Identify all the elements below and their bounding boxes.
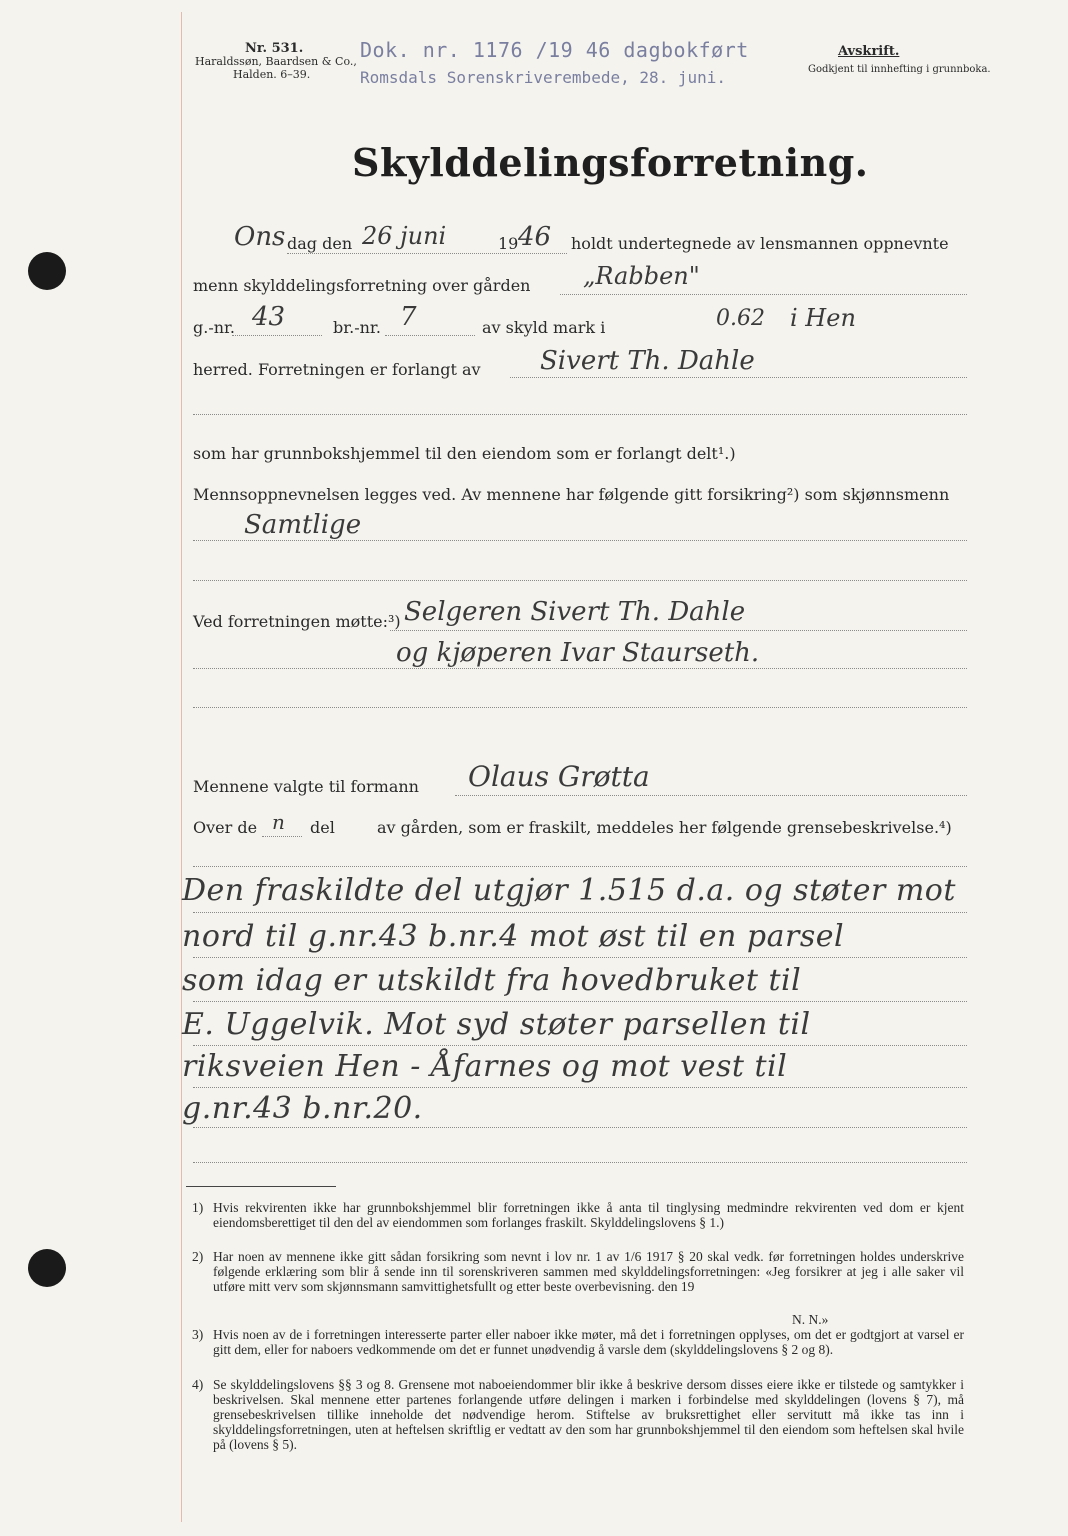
gnr-dotted [232,335,322,336]
footnote-text: Hvis rekvirenten ikke har grunnbokshjemmel blir forretningen ikke å anta til tinglysing medmindre rekvirenten ved dom er kjent eiendomsberettiget til den del av eiendommen som forlanges fraskilt. Skylddelingslovens § 1.) [213,1200,964,1230]
desc-rule-6 [193,1127,967,1128]
requester-handwritten: Sivert Th. Dahle [540,346,755,376]
description-line: riksveien Hen - Åfarnes og mot vest til [182,1049,788,1084]
chairman-label: Mennene valgte til formann [193,777,419,796]
skyld-label: av skyld mark i [482,318,606,337]
desc-rule-2 [193,957,967,958]
footnote-text: Se skylddelingslovens §§ 3 og 8. Grensene mot naboeiendommer blir ikke å beskrive dersom disses eiere ikke er tilstede og samtykker i beskrivelsen. Skal mennene etter partenes forlangende utføre delingen i marken i forbindelse med skylddelingen (lovens § 7), må grensebeskrivelsen tillike inneholde det nødvendige herom. Stiftelse av bruksrettighet eller servitutt må ikke tas inn i skylddelingsforretningen, uten at heftelsen skriftlig er vedtatt av den som har grunnbokshjemmel til den eiendom som heftelsen skal hvile på (lovens § 5). [213,1377,964,1452]
herred-dotted [510,377,967,378]
insured-dotted [193,540,967,541]
description-line: som idag er utskildt fra hovedbruket til [182,963,802,998]
attended-line-1: Selgeren Sivert Th. Dahle [404,597,746,627]
margin-rule [181,12,182,1522]
attended-dotted-1 [390,630,967,631]
desc-rule-3 [193,1001,967,1002]
punch-hole-top [28,252,66,290]
copy-label: Avskrift. [838,44,900,59]
attended-label: Ved forretningen møtte:³) [193,612,401,631]
del-label: del [310,818,335,837]
footnote-3 [192,1327,964,1357]
registration-stamp-line-2: Romsdals Sorenskriverembede, 28. juni. [360,68,727,87]
desc-rule-5 [193,1087,967,1088]
year-prefix: 19 [498,234,519,253]
line1-dotted [287,253,567,254]
footnote-number: 1) [192,1200,204,1215]
municipality-handwritten: i Hen [790,304,856,332]
date-handwritten: 26 juni [362,222,447,250]
footnote-separator [186,1186,336,1187]
gnr-label: g.-nr. [193,318,236,337]
blank-line-2 [193,580,967,581]
line1-text: holdt undertegnede av lensmannen oppnevnte [571,234,949,253]
year-handwritten: 46 [518,222,552,252]
bnr-handwritten: 7 [400,302,417,332]
description-line: nord til g.nr.43 b.nr.4 mot øst til en parsel [182,919,845,954]
hjemmel-text: som har grunnbokshjemmel til den eiendom som er forlangt delt¹.) [193,444,736,463]
blank-line-1 [193,414,967,415]
footnote-number: 4) [192,1377,204,1392]
footnote-1 [192,1200,964,1230]
over-de-label: Over de [193,818,258,837]
form-number: Nr. 531. [245,41,304,56]
desc-rule-0 [193,866,967,867]
desc-rule-4 [193,1045,967,1046]
herred-label: herred. Forretningen er forlangt av [193,360,481,379]
footnote-number: 2) [192,1249,204,1264]
bnr-dotted [385,335,475,336]
bnr-label: br.-nr. [333,318,381,337]
line2-dotted [560,294,967,295]
footnote-text: Hvis noen av de i forretningen interesserte parter eller naboer ikke møter, må det i forretningen opplyses, om det er godtgjort at varsel er gitt dem, eller for naboers vedkommende om det er funnet unødvendig å varsle dem (skylddelingslovens § 2 og 8). [213,1327,964,1357]
blank-line-3 [193,707,967,708]
punch-hole-bottom [28,1249,66,1287]
footnote-2-signature [792,1312,872,1327]
description-line: E. Uggelvik. Mot syd støter parsellen til [182,1007,811,1042]
over-de-handwritten: n [272,810,285,834]
approved-text: Godkjent til innhefting i grunnboka. [808,64,991,75]
farm-name-handwritten: „Rabben" [583,262,700,290]
attended-dotted-2 [193,668,967,669]
gnr-handwritten: 43 [252,302,286,332]
footnote-2 [192,1249,964,1294]
weekday-handwritten: Ons [234,222,286,252]
footnote-signature-text: N. N.» [792,1312,829,1327]
skyld-handwritten: 0.62 [716,306,765,331]
chairman-signature: Olaus Grøtta [468,760,650,793]
insured-handwritten: Samtlige [244,510,362,540]
desc-rule-1 [193,912,967,913]
registration-stamp-line-1: Dok. nr. 1176 /19 46 dagbokført [360,38,749,62]
desc-rule-7 [193,1162,967,1163]
footnote-text: Har noen av mennene ikke gitt sådan forsikring som nevnt i lov nr. 1 av 1/6 1917 § 20 skal vedk. før forretningen holdes underskrive følgende erklæring som blir å sende inn til sorenskriveren sammen med skylddelingsforretningen: «Jeg forsikrer at jeg i alle saker vil utføre mitt verv som skjønnsmann samvittighetsfullt og etter beste overbevisning. den 19 [213,1249,964,1294]
footnote-4 [192,1377,964,1452]
printer-line-1: Haraldssøn, Baardsen & Co., [195,55,357,68]
dag-den-label: dag den [287,234,353,253]
chairman-dotted [455,795,967,796]
mennsopp-text: Mennsoppnevnelsen legges ved. Av mennene har følgende gitt forsikring²) som skjønnsmenn [193,485,950,504]
description-label: av gården, som er fraskilt, meddeles her følgende grensebeskrivelse.⁴) [377,818,952,837]
footnote-number: 3) [192,1327,204,1342]
attended-line-2: og kjøperen Ivar Staurseth. [396,638,760,668]
description-line: Den fraskildte del utgjør 1.515 d.a. og støter mot [182,873,956,908]
printer-line-2: Halden. 6–39. [233,68,311,81]
over-de-dotted [262,836,302,837]
description-line: g.nr.43 b.nr.20. [182,1091,423,1126]
printer-info [195,42,357,81]
line2-text: menn skylddelingsforretning over gården [193,276,531,295]
document-title: Skylddelingsforretning. [352,140,869,185]
